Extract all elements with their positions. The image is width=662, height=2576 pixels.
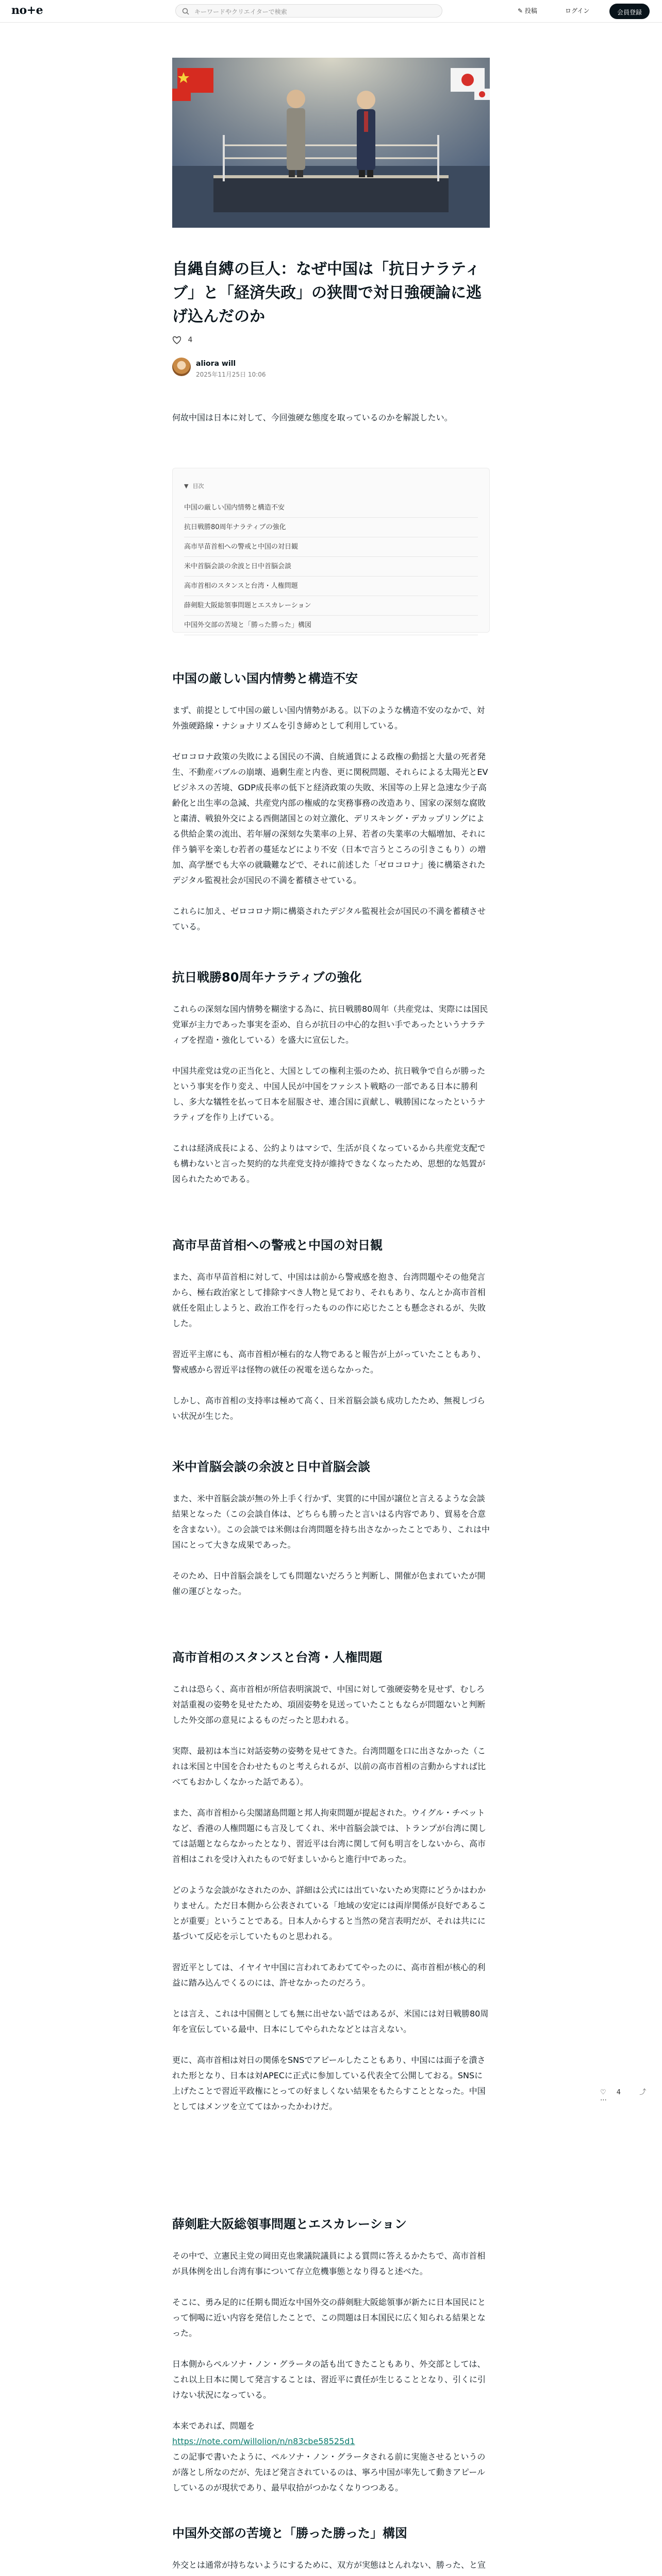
post-button[interactable]: [518, 6, 537, 15]
section-heading: 中国の厳しい国内情勢と構造不安: [172, 671, 358, 686]
toc-item[interactable]: 中国外交部の苦境と「勝った勝った」構図: [184, 616, 478, 635]
paragraph: 中国共産党は党の正当化と、大国としての権利主張のため、抗日戦争で自らが勝ったという事実を作り変え、中国人民が中国をファシスト戦略の一部である日本に勝利し、多大な犠牲を払って日本を屈服させ、連合国に貢献し、戦勝国になったというナラティブを作り上げている。: [172, 1066, 486, 1122]
side-action-bar: [600, 2087, 662, 2104]
paragraph: これは恐らく、高市首相が所信表明演説で、中国に対して強硬姿勢を見せず、むしろ対話重視の姿勢を見せたため、項固姿勢を見送っていたこともならが問題ないと判断した外交部の意見によるものだったと思われる。: [172, 1684, 486, 1725]
section-heading: 高市早苗首相への警戒と中国の対日観: [172, 1238, 383, 1252]
section-narrative: [172, 969, 490, 1202]
login-button[interactable]: ログイン: [565, 7, 590, 14]
section-domestic: [172, 670, 490, 950]
publish-date: 2025年11月25日 10:06: [196, 371, 266, 378]
paragraph: 更に、高市首相は対日の関係をSNSでアピールしたこともあり、中国には面子を潰された形となり、日本は対APECに正式に参加している代表全て公開しておる。SNSに上げたことで習近平政権にとっての好ましくない結果をもたらすこととなった。中国としてはメンツを立ててはかったかわけだ。: [172, 2055, 486, 2111]
author-name[interactable]: aliora will: [196, 360, 236, 368]
paragraph: その中で、立憲民主党の岡田克也衆議院議員による質問に答えるかたちで、高市首相が具体例を出し台湾有事について存立危機事態となり得ると述べた。: [172, 2251, 486, 2276]
like-button-top[interactable]: [172, 336, 192, 344]
section-summit: [172, 1458, 490, 1615]
paragraph: とは言え、これは中国側としても無に出せない話ではあるが、米国には対日戦勝80周年を宣伝している最中、日本にしてやられたなどとは言えない。: [172, 2009, 489, 2034]
post-label: 投稿: [524, 7, 537, 14]
share-icon[interactable]: ⤴: [639, 2089, 647, 2096]
japanese-flag: [451, 68, 485, 92]
toc-item[interactable]: 抗日戦勝80周年ナラティブの強化: [184, 518, 478, 537]
search-icon: [182, 8, 189, 15]
paragraph: 本来であれば、問題を: [172, 2421, 255, 2431]
paragraph: これらの深刻な国内情勢を糊塗する為に、抗日戦勝80周年（共産党は、実際には国民党軍が主力であった事実を歪め、自らが抗日の中心的な担い手であったというナラティブを捏造・強化している）を盛大に宣伝した。: [172, 1004, 488, 1045]
toc-heading-row[interactable]: [184, 482, 478, 490]
section-heading: 米中首脳会談の余波と日中首脳会談: [172, 1460, 370, 1474]
paragraph: 実際、最初は本当に対話姿勢の姿勢を見せてきた。台湾問題を口に出さなかった（これは米国と中国を合わせたものと考えられるが、以前の高市首相の言動からすれば比べてもおかしくなかった話である）。: [172, 1746, 486, 1787]
paragraph: まず、前提として中国の厳しい国内情勢がある。以下のような構造不安のなかで、対外強硬路線・ナショナリズムを引き締めとして利用している。: [172, 705, 485, 731]
section-heading: 抗日戦勝80周年ナラティブの強化: [172, 970, 362, 985]
section-heading: 薛剣駐大阪総領事問題とエスカレーション: [172, 2217, 407, 2231]
paragraph: そこに、勇み足的に任期も間近な中国外交の薛剣駐大阪総領事が新たに日本国民にとって恫喝に近い内容を発信したことで、この問題は日本国民に広く知られる結果となった。: [172, 2297, 486, 2338]
hero-illustration: [172, 58, 490, 228]
toc-item[interactable]: 薛剣駐大阪総領事問題とエスカレーション: [184, 596, 478, 616]
article-intro: 何故中国は日本に対して、今回強硬な態度を取っているのかを解説したい。: [172, 413, 453, 422]
side-like-count: 4: [616, 2089, 621, 2096]
article-link[interactable]: https://note.com/willolion/n/n83cbe58525d1: [172, 2436, 355, 2446]
hero-image: [172, 58, 490, 228]
paragraph: また、高市早苗首相に対して、中国はは前から警戒感を抱き、台湾問題やその他発言から、極右政治家として排除すべき人物と見ており、それもあり、なんとか高市首相就任を阻止しようと、政治工作を行ったものの作に応じたことも懸念されるが、失敗した。: [172, 1272, 486, 1328]
paragraph: 習近平主席にも、高市首相が極右的な人物であると報告が上がっていたこともあり、警戒感から習近平は怪物の就任の祝電を送らなかった。: [172, 1349, 486, 1375]
article-title: 自縄自縛の巨人：なぜ中国は「抗日ナラティブ」と「経済失政」の狭間で対日強硬論に逃げ込んだのか: [172, 260, 482, 326]
heart-icon: ♡: [600, 2089, 608, 2096]
more-icon[interactable]: ⋯: [600, 2096, 607, 2104]
search-input[interactable]: [175, 4, 442, 18]
section-consul: [172, 2215, 490, 2511]
section-diplomacy: [172, 2524, 490, 2576]
paragraph: 外交とは通常が持ちないようにするために、双方が実態はとんれない、勝った、と宣: [172, 2560, 486, 2570]
paragraph: この記事で書いたように、ペルソナ・ノン・グラータされる前に実施させるというのが落とし所なのだが、先ほど発言されているのは、寧ろ中国が率先して動きアピールしているのが現状であり、最早収拾がつかなくなりつつある。: [172, 2452, 486, 2493]
paragraph: 日本側からペルソナ・ノン・グラータの話も出てきたこともあり、外交部としては、これ以上日本に関して発言することは、習近平に責任が生じることとなり、引くに引けない状況になっている。: [172, 2359, 486, 2400]
heart-icon: [172, 336, 181, 344]
paragraph: 習近平としては、イヤイヤ中国に言われてあわててやったのに、高市首相が核心的利益に踏み込んでくるのには、許せなかったのだろう。: [172, 1962, 486, 1988]
site-header: [0, 0, 662, 23]
pen-icon: ✎: [518, 7, 525, 14]
paragraph: また、米中首脳会談が無の外上手く行かず、実質的に中国が譲位と言えるような会談結果となった（この会談自体は、どちらも勝ったと言いはる内容であり、貿易を合意を含まない）。この会談では米側は台湾問題を持ち出さなかったことであり、これは中国にとって大きな成果であった。: [172, 1494, 490, 1550]
figure-right: [357, 91, 375, 177]
paragraph: そのため、日中首脳会談をしても問題ないだろうと判断し、開催が色まれていたが開催の運びとなった。: [172, 1571, 486, 1596]
paragraph: これは経済成長による、公約よりはマシで、生活が良くなっているから共産党支配でも構わないと言った契約的な共産党支持が維持できなくなったため、思想的な処置が図られたためである。: [172, 1143, 486, 1184]
toc-item[interactable]: 中国の厳しい国内情勢と構造不安: [184, 498, 478, 518]
paragraph: これらに加え、ゼロコロナ期に構築されたデジタル監視社会が国民の不満を蓄積させている。: [172, 906, 486, 931]
toc-item[interactable]: 高市首相のスタンスと台湾・人権問題: [184, 577, 478, 596]
search-placeholder: キーワードやクリエイターで検索: [194, 8, 287, 15]
section-stance: [172, 1649, 490, 2130]
signup-button[interactable]: 会員登録: [609, 4, 650, 19]
section-heading: 中国外交部の苦境と「勝った勝った」構図: [172, 2526, 407, 2540]
chevron-down-icon: ▼: [184, 483, 189, 489]
author-avatar[interactable]: [172, 358, 191, 376]
table-of-contents: [172, 468, 490, 633]
toc-item[interactable]: 高市早苗首相への警戒と中国の対日観: [184, 537, 478, 557]
paragraph: しかし、高市首相の支持率は極めて高く、日米首脳会談も成功したため、無視しづらい状況が生じた。: [172, 1396, 486, 1421]
paragraph: どのような会談がなされたのか、詳細は公式には出ていないため実際にどうかはわかりません。ただ日本側から公表されている「地域の安定には両岸関係が良好であることが重要」ということである。日本人からすると当然の発言表明だが、それは共にに基づいて反応を示していたものと思われる。: [172, 1885, 486, 1941]
note-logo[interactable]: no+e: [11, 4, 43, 17]
side-like-button[interactable]: [600, 2089, 629, 2096]
section-heading: 高市首相のスタンスと台湾・人権問題: [172, 1650, 383, 1665]
figure-left: [287, 90, 305, 177]
paragraph: ゼロコロナ政策の失敗による国民の不満、自統通貨による政権の動揺と大量の死者発生、不動産バブルの崩壊、過剰生産と内巻、更に関税問題、それらによる太陽光とEVビジネスの苦境、GDP成長率の低下と経済政策の失敗、米国等の上昇と急速な少子高齢化と出生率の急減、共産党内部の権威的な実務事務の改造あり、国家の深刻な腐敗と粛清、戦狼外交による西側諸国との対立激化、デリスキング・デカップリングによる供給企業の流出、若年層の深刻な失業率の上昇、若者の失業率の大幅増加、それに伴う躺平を楽しむ若者の蔓延などにより不安（日本で言うところの引きこもり）の増加、高学歴でも大卒の就職難などで、それに前述した「ゼロコロナ」後に構築されたデジタル監視社会が国民の不満を蓄積させている。: [172, 752, 488, 885]
like-count: 4: [188, 336, 193, 344]
toc-item[interactable]: 米中首脳会談の余波と日中首脳会談: [184, 557, 478, 577]
toc-heading: 目次: [192, 483, 204, 489]
section-takaichi: [172, 1236, 490, 1439]
paragraph: また、高市首相から尖閣諸島問題と邦人拘束問題が提起された。ウイグル・チベットなど、香港の人権問題にも言及してくれ、米中首脳会談では、トランプが台湾に関しては話題とならなかったとなり、習近平は台湾に関して何も明言をしないから、高市首相はこれを受け入れたもので好ましいからと進行中であった。: [172, 1808, 486, 1864]
